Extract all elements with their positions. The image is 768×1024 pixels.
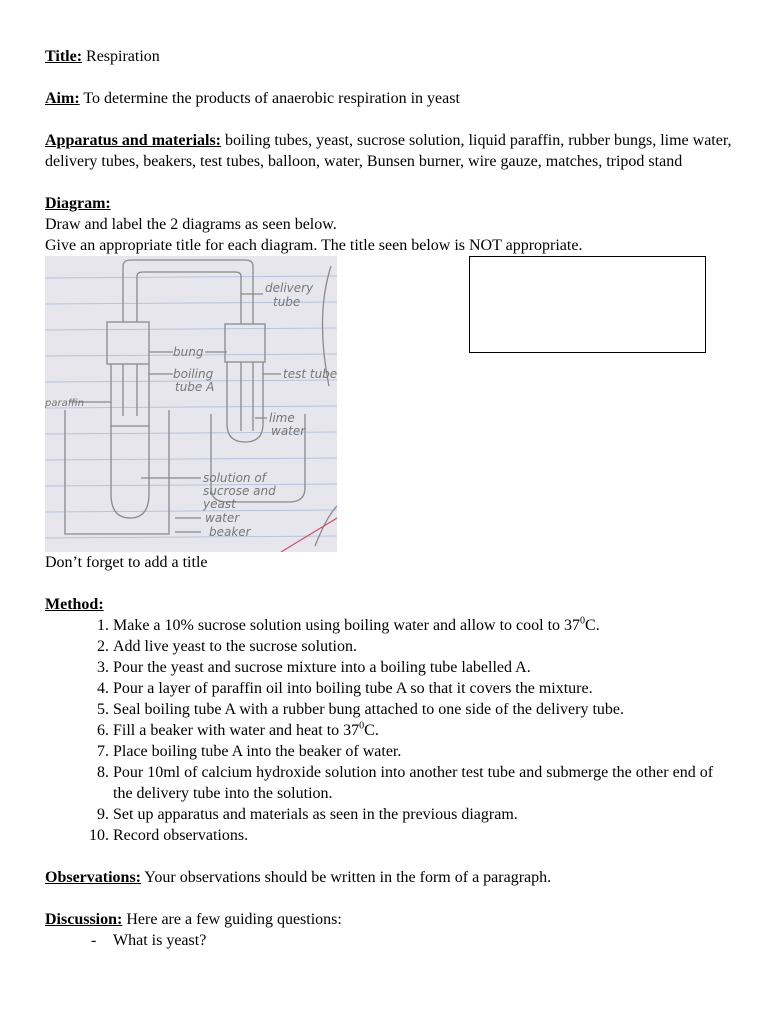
aim-label: Aim: (45, 90, 80, 107)
title-text: Respiration (82, 48, 160, 65)
discussion-questions (45, 930, 735, 951)
label-beaker: beaker (209, 525, 251, 539)
title-label: Title: (45, 48, 83, 65)
discussion-label: Discussion: (45, 911, 123, 928)
aim-text: To determine the products of anaerobic respiration in yeast (79, 90, 460, 107)
label-sucrose-and: sucrose and (203, 484, 276, 498)
blank-diagram-box (469, 256, 706, 353)
document-page (45, 46, 735, 951)
label-yeast: yeast (203, 497, 236, 511)
apparatus-paragraph (45, 130, 735, 172)
diagram-label: Diagram: (45, 195, 111, 212)
observations-text: Your observations should be written in the form of a paragraph. (141, 869, 552, 886)
label-lime: lime (269, 411, 295, 425)
method-step: 2. Add live yeast to the sucrose solution. (113, 636, 735, 657)
method-step: 10. Record observations. (113, 825, 735, 846)
label-bung: bung (173, 345, 204, 359)
label-water-beaker: water (205, 511, 240, 525)
aim-line (45, 88, 735, 109)
observations-line (45, 867, 735, 888)
method-step: 1. Make a 10% sucrose solution using boiling water and allow to cool to $37^0C$. (113, 615, 735, 636)
method-list (45, 615, 735, 846)
label-water: water (271, 424, 306, 438)
method-step: 4. Pour a layer of paraffin oil into boiling tube A so that it covers the mixture. (113, 678, 735, 699)
discussion-question: - What is yeast? (91, 930, 735, 951)
label-tube: tube (273, 295, 301, 309)
diagram-area (45, 256, 735, 552)
diagram-reminder: Don’t forget to add a title (45, 554, 208, 571)
label-solution-of: solution of (203, 471, 266, 485)
method-heading (45, 594, 735, 615)
diagram-instruction-1: Draw and label the 2 diagrams as seen below. (45, 216, 337, 233)
method-step: 8. Pour 10ml of calcium hydroxide solution into another test tube and submerge the other end of the delivery tube into the solution. (113, 762, 735, 804)
method-step: 3. Pour the yeast and sucrose mixture into a boiling tube labelled A. (113, 657, 735, 678)
discussion-text: Here are a few guiding questions: (122, 911, 342, 928)
method-step: 9. Set up apparatus and materials as seen in the previous diagram. (113, 804, 735, 825)
label-delivery: delivery (265, 281, 314, 295)
title-line (45, 46, 735, 67)
apparatus-text: boiling tubes, yeast, sucrose solution, liquid paraffin, rubber bungs, lime water, delivery tubes, beakers, test tubes, balloon, water, Bunsen burner, wire gauze, matches, tripod stand (45, 132, 732, 170)
apparatus-sketch (45, 256, 337, 552)
observations-label: Observations: (45, 869, 141, 886)
discussion-line (45, 909, 735, 930)
diagram-instruction-2: Give an appropriate title for each diagram. The title seen below is NOT appropriate. (45, 237, 583, 254)
label-tube-a: tube A (175, 380, 215, 394)
apparatus-label: Apparatus and materials: (45, 132, 222, 149)
method-step: 5. Seal boiling tube A with a rubber bung attached to one side of the delivery tube. (113, 699, 735, 720)
label-boiling: boiling (173, 367, 214, 381)
diagram-heading (45, 193, 735, 214)
method-label: Method: (45, 596, 104, 613)
label-test-tube: test tube (283, 367, 337, 381)
method-step: 7. Place boiling tube A into the beaker of water. (113, 741, 735, 762)
method-step: 6. Fill a beaker with water and heat to $37^0C$. (113, 720, 735, 741)
apparatus-photo (45, 256, 337, 552)
label-paraffin: paraffin (45, 398, 85, 409)
